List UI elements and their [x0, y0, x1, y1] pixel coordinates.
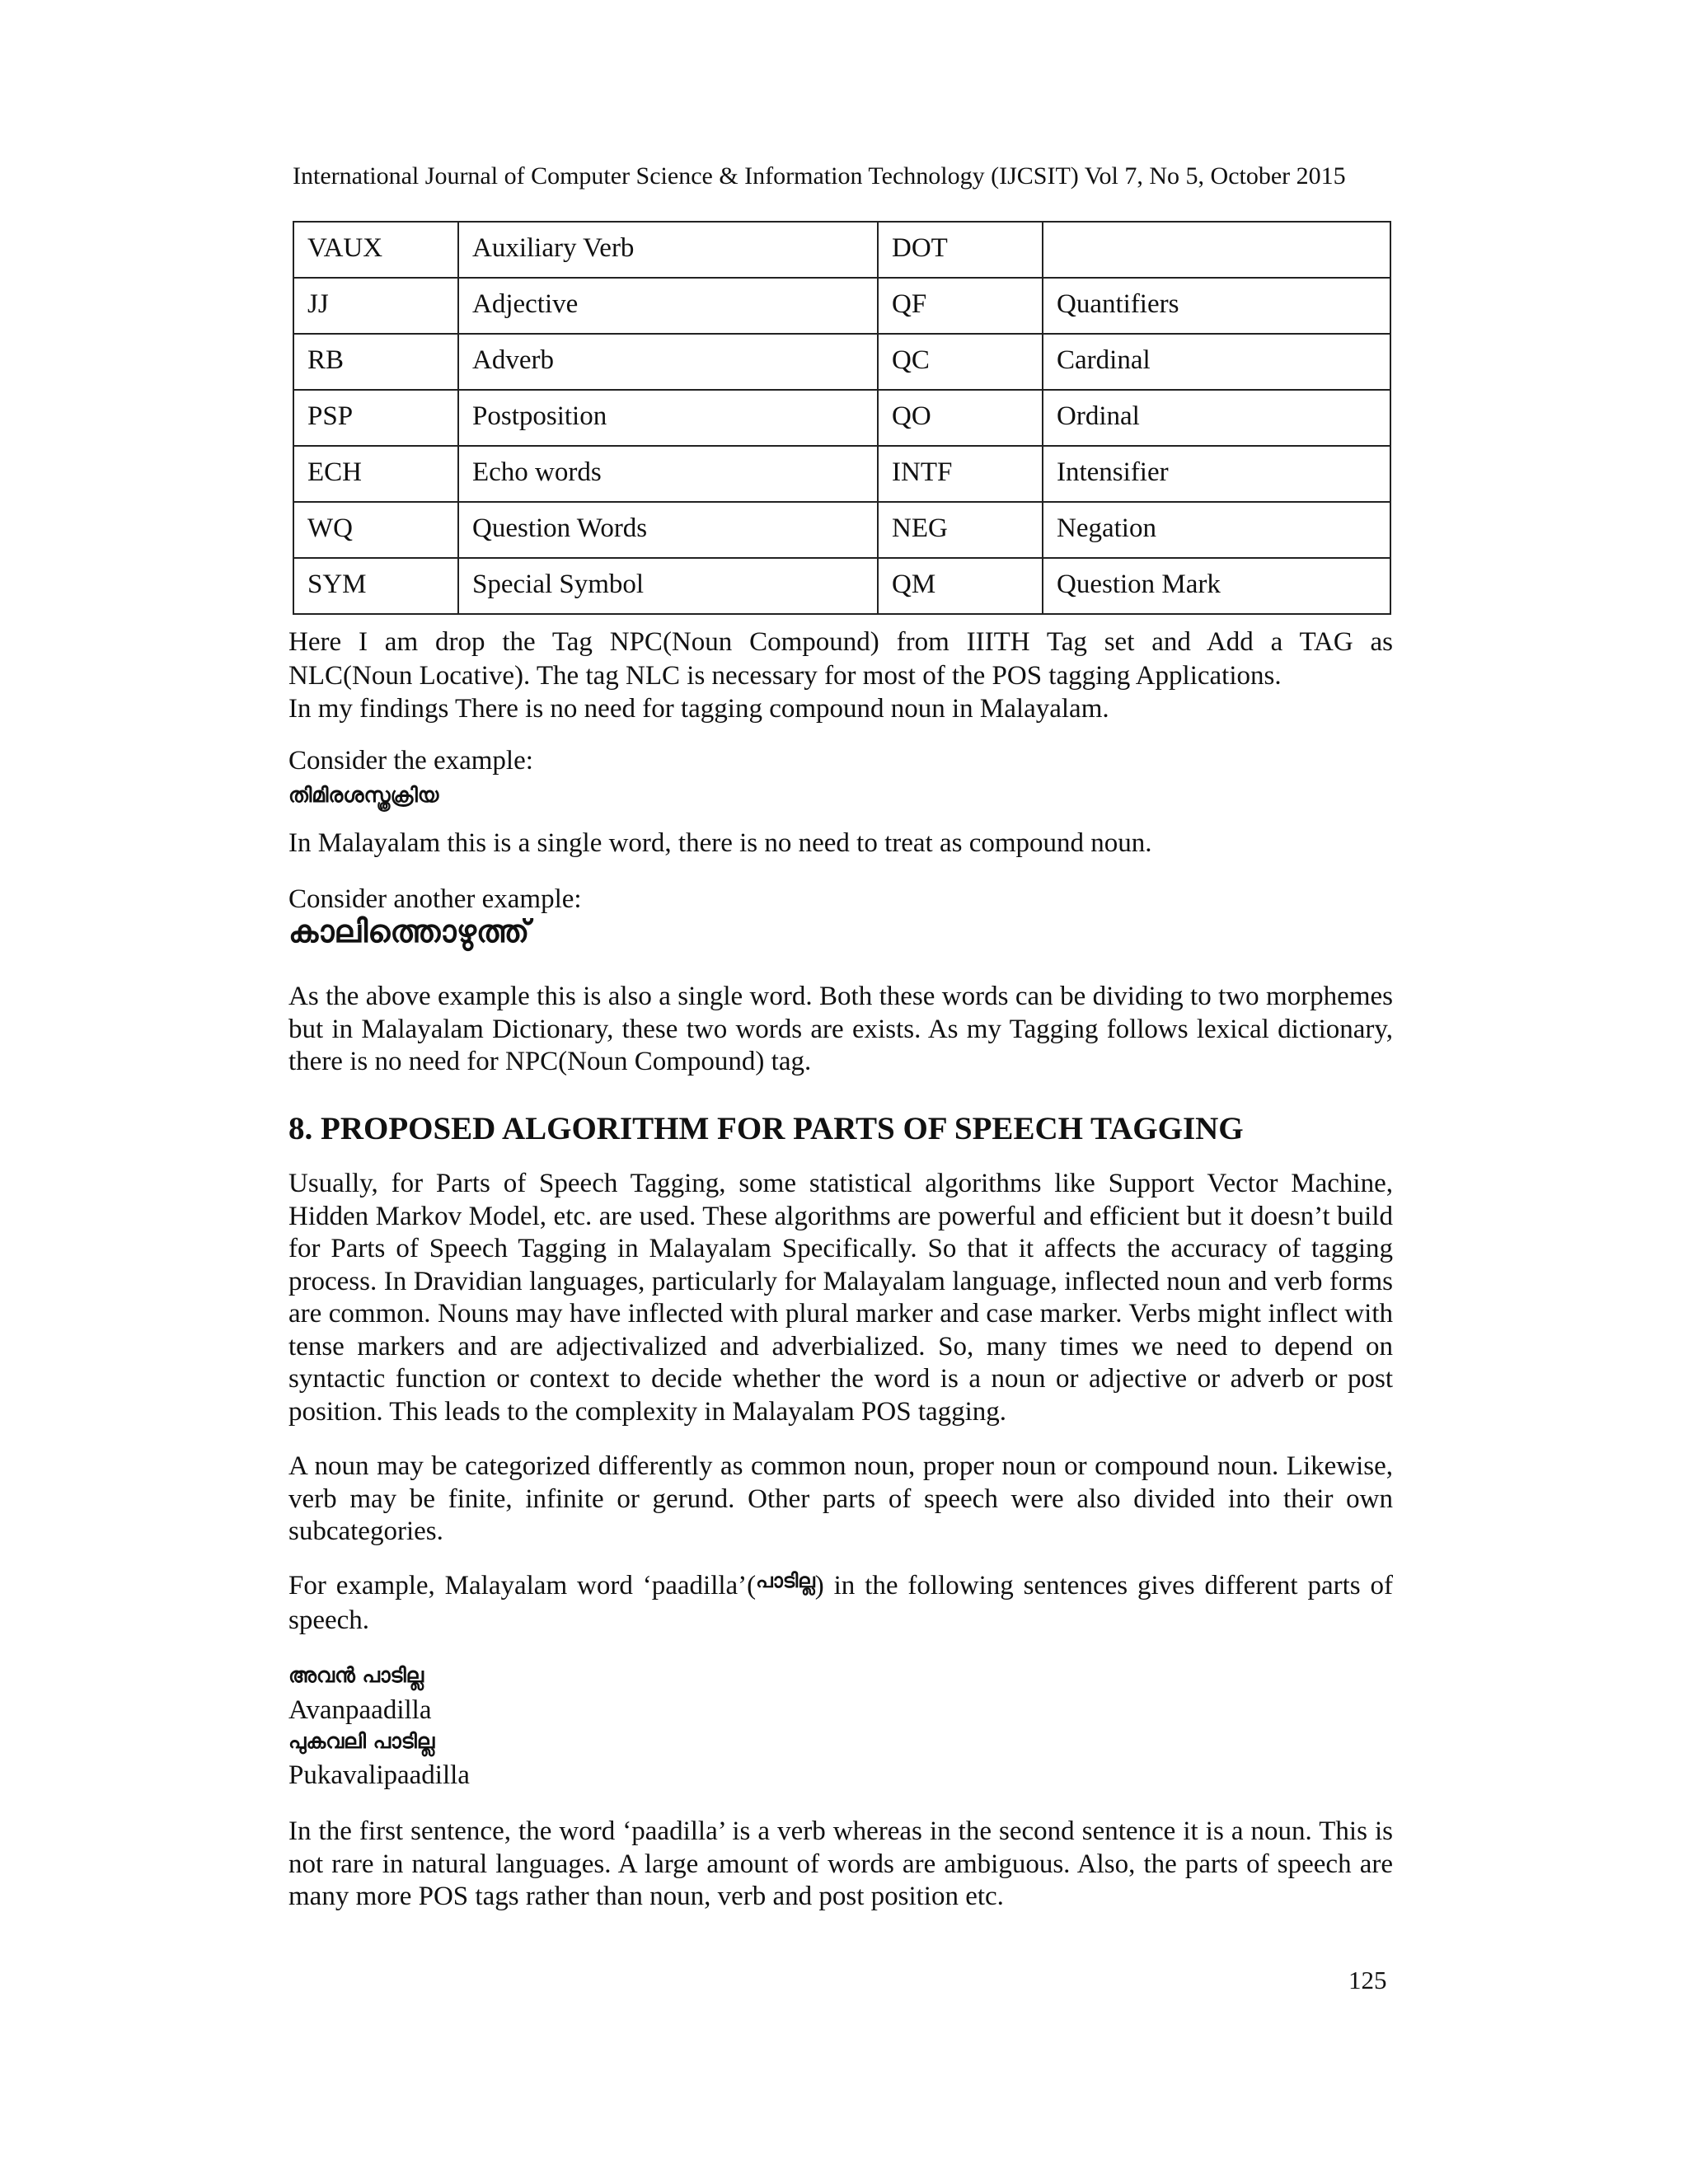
tag-description: Ordinal	[1043, 390, 1390, 446]
tag-table	[293, 221, 1391, 615]
table-row	[293, 558, 1390, 614]
journal-header: International Journal of Computer Science & Information Technology (IJCSIT) Vol 7, No 5, October 2015	[293, 162, 1346, 190]
paragraph-text: For example, Malayalam word ‘paadilla’(	[288, 1571, 757, 1601]
tag-description: Intensifier	[1043, 446, 1390, 502]
transliteration: Pukavalipaadilla	[288, 1760, 470, 1790]
table-row	[293, 502, 1390, 558]
tag-description: Question Words	[458, 502, 878, 558]
table-row	[293, 446, 1390, 502]
paragraph-line: In my findings There is no need for tagging compound noun in Malayalam.	[288, 694, 1109, 724]
table-row	[293, 334, 1390, 390]
tag-description: Special Symbol	[458, 558, 878, 614]
table-row	[293, 222, 1390, 278]
section-heading	[288, 1108, 1244, 1150]
tag-code: DOT	[878, 222, 1043, 278]
tag-code: INTF	[878, 446, 1043, 502]
transliteration: Avanpaadilla	[288, 1695, 432, 1725]
tag-description: Cardinal	[1043, 334, 1390, 390]
tag-code: SYM	[293, 558, 458, 614]
section-number: 8.	[288, 1111, 313, 1146]
tag-description: Auxiliary Verb	[458, 222, 878, 278]
paragraph: In the first sentence, the word ‘paadilla’ is a verb whereas in the second sentence it is a noun. This is not rare in natural languages. A large amount of words are ambiguous. Also, the parts of speech are many more POS tags rather than noun, verb and post position etc.	[288, 1816, 1393, 1911]
tag-code: VAUX	[293, 222, 458, 278]
paragraph: A noun may be categorized differently as common noun, proper noun or compound noun. Likewise, verb may be finite, infinite or gerund. Other parts of speech were also divided into their own subcategories.	[288, 1451, 1393, 1546]
tag-description: Adjective	[458, 278, 878, 334]
tag-description: Negation	[1043, 502, 1390, 558]
malayalam-word: കാലിത്തൊഴുത്ത്	[288, 913, 530, 949]
paragraph-line: Here I am drop the Tag NPC(Noun Compound) from IIITH Tag set and Add a TAG as	[288, 627, 1393, 657]
tag-description	[1043, 222, 1390, 278]
table-row	[293, 390, 1390, 446]
example-intro: Consider the example:	[288, 746, 533, 776]
tag-description: Question Mark	[1043, 558, 1390, 614]
tag-code: PSP	[293, 390, 458, 446]
tag-description: Quantifiers	[1043, 278, 1390, 334]
tag-description: Postposition	[458, 390, 878, 446]
tag-description: Adverb	[458, 334, 878, 390]
example-intro: Consider another example:	[288, 884, 582, 914]
malayalam-sentence: അവൻ പാടില്ല	[288, 1663, 424, 1687]
table-row	[293, 278, 1390, 334]
malayalam-word: പാടില്ല	[756, 1569, 815, 1592]
tag-code: QM	[878, 558, 1043, 614]
tag-code: NEG	[878, 502, 1043, 558]
tag-code: ECH	[293, 446, 458, 502]
tag-description: Echo words	[458, 446, 878, 502]
tag-code: WQ	[293, 502, 458, 558]
example-note: In Malayalam this is a single word, there is no need to treat as compound noun.	[288, 828, 1152, 858]
tag-code: RB	[293, 334, 458, 390]
tag-code: QO	[878, 390, 1043, 446]
tag-code: JJ	[293, 278, 458, 334]
paragraph: Usually, for Parts of Speech Tagging, some statistical algorithms like Support Vector Machine, Hidden Markov Model, etc. are used. These algorithms are powerful and efficient but it doesn’t build for Parts of Speech Tagging in Malayalam Specifically. So that it affects the accuracy of tagging process. In Dravidian languages, particularly for Malayalam language, inflected noun and verb forms are common. Nouns may have inflected with plural marker and case marker. Verbs might inflect with tense markers and are adjectivalized and adverbialized. So, many times we need to depend on syntactic function or context to decide whether the word is a noun or adjective or adverb or post position. This leads to the complexity in Malayalam POS tagging.	[288, 1169, 1393, 1427]
tag-code: QC	[878, 334, 1043, 390]
paragraph-line: NLC(Noun Locative). The tag NLC is necessary for most of the POS tagging Applications.	[288, 661, 1282, 691]
tag-code: QF	[878, 278, 1043, 334]
paragraph: As the above example this is also a single word. Both these words can be dividing to two morphemes but in Malayalam Dictionary, these two words are exists. As my Tagging follows lexical dictionary, there is no need for NPC(Noun Compound) tag.	[288, 982, 1393, 1076]
page-number: 125	[1348, 1966, 1387, 1994]
malayalam-word: തിമിരശസ്ത്രക്രിയ	[288, 783, 439, 807]
malayalam-sentence: പുകവലി പാടില്ല	[288, 1729, 435, 1753]
paragraph	[288, 1570, 1393, 1637]
section-title: PROPOSED ALGORITHM FOR PARTS OF SPEECH TAGGING	[321, 1111, 1244, 1146]
paragraph-text: ) in the following sentences gives different parts of speech.	[288, 1571, 1393, 1635]
